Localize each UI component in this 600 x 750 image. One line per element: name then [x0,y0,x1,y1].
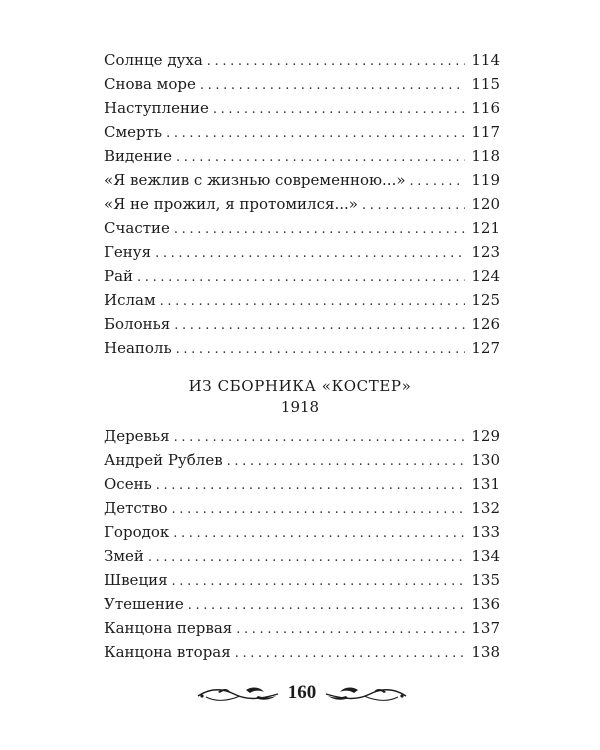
dot-leader [174,218,465,242]
flourish-right-icon [324,684,408,704]
toc-entry-page: 133 [471,523,500,541]
toc-entry[interactable] [104,592,500,616]
page-footer [196,678,408,708]
toc-entry[interactable] [104,144,500,168]
toc-entry[interactable] [104,48,500,72]
toc-entry-page: 132 [471,499,500,517]
toc-entry-title: Городок [104,523,170,541]
toc-entry[interactable] [104,312,500,336]
toc-entry-page: 131 [471,475,500,493]
toc-list-koster [104,424,500,664]
dot-leader [137,266,465,290]
toc-entry-page: 126 [471,315,500,333]
dot-leader [173,522,465,546]
toc-entry[interactable] [104,520,500,544]
toc-entry[interactable] [104,168,500,192]
toc-entry[interactable] [104,616,500,640]
toc-entry[interactable] [104,640,500,664]
toc-entry[interactable] [104,216,500,240]
toc-entry[interactable] [104,424,500,448]
dot-leader [235,642,466,666]
dot-leader [176,146,465,170]
toc-entry-title: Неаполь [104,339,172,357]
section-year: 1918 [280,398,320,416]
toc-entry[interactable] [104,96,500,120]
dot-leader [166,122,465,146]
toc-entry-title: Наступление [104,99,209,117]
toc-entry-page: 127 [471,339,500,357]
toc-entry-page: 129 [471,427,500,445]
toc-entry-page: 121 [471,219,500,237]
toc-entry-page: 119 [471,171,500,189]
toc-entry-title: Рай [104,267,134,285]
toc-entry-title: Снова море [104,75,196,93]
dot-leader [172,498,466,522]
toc-entry-page: 115 [471,75,500,93]
section-heading: ИЗ СБОРНИКА «КОСТЕР» [188,377,412,395]
toc-entry-title: Смерть [104,123,163,141]
toc-entry[interactable] [104,496,500,520]
dot-leader [160,290,466,314]
toc-entry-title: Детство [104,499,168,517]
toc-entry-page: 138 [471,643,500,661]
dot-leader [156,474,466,498]
toc-entry-page: 116 [471,99,500,117]
toc-list-main [104,48,500,360]
toc-entry[interactable] [104,240,500,264]
toc-entry-page: 124 [471,267,500,285]
toc-entry-title: Андрей Рублев [104,451,223,469]
toc-entry-title: Генуя [104,243,152,261]
toc-entry-title: Солнце духа [104,51,203,69]
toc-entry-title: Счастие [104,219,170,237]
toc-entry-page: 135 [471,571,500,589]
toc-entry-title: Утешение [104,595,184,613]
toc-entry[interactable] [104,568,500,592]
toc-entry-page: 123 [471,243,500,261]
toc-entry-page: 118 [471,147,500,165]
toc-entry[interactable] [104,264,500,288]
dot-leader [188,594,466,618]
dot-leader [174,314,465,338]
dot-leader [227,450,466,474]
toc-entry-title: Змей [104,547,144,565]
dot-leader [148,546,465,570]
toc-entry[interactable] [104,120,500,144]
dot-leader [362,194,465,218]
toc-entry[interactable] [104,544,500,568]
dot-leader [207,50,466,74]
toc-entry-title: Канцона первая [104,619,233,637]
dot-leader [176,338,466,362]
toc-entry-title: Деревья [104,427,170,445]
toc-entry-title: «Я не прожил, я протомился...» [104,195,358,213]
toc-entry-page: 125 [471,291,500,309]
toc-entry-page: 120 [471,195,500,213]
dot-leader [172,570,466,594]
dot-leader [236,618,465,642]
toc-entry-title: Швеция [104,571,168,589]
dot-leader [200,74,466,98]
toc-entry[interactable] [104,288,500,312]
toc-entry-title: Ислам [104,291,156,309]
toc-entry-title: Осень [104,475,152,493]
toc-entry[interactable] [104,472,500,496]
toc-entry-page: 136 [471,595,500,613]
toc-entry[interactable] [104,192,500,216]
dot-leader [155,242,465,266]
page-number: 160 [287,682,317,703]
toc-entry[interactable] [104,336,500,360]
toc-entry-title: «Я вежлив с жизнью современною...» [104,171,406,189]
toc-entry-page: 130 [471,451,500,469]
toc-entry-page: 134 [471,547,500,565]
toc-entry-title: Канцона вторая [104,643,231,661]
flourish-left-icon [196,684,280,704]
toc-entry-title: Видение [104,147,173,165]
dot-leader [410,170,466,194]
toc-entry-page: 114 [471,51,500,69]
dot-leader [174,426,466,450]
toc-entry-page: 137 [471,619,500,637]
toc-entry[interactable] [104,72,500,96]
dot-leader [213,98,466,122]
toc-entry-title: Болонья [104,315,171,333]
toc-entry[interactable] [104,448,500,472]
toc-entry-page: 117 [471,123,500,141]
